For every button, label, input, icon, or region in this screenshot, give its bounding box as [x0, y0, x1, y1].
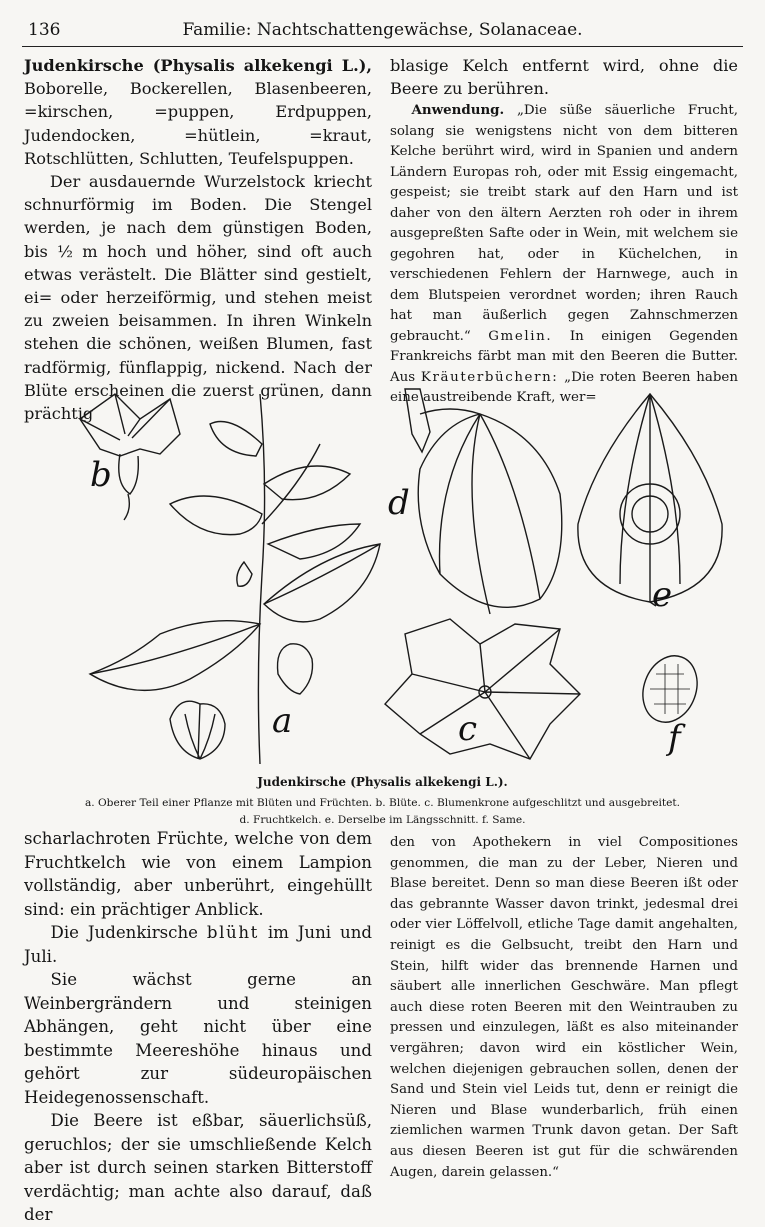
- edibility-paragraph: Die Beere ist eßbar, säuerlichsüß, geruchlos; der sie umschließende Kelch aber ist durch seinen starken Bitterstoff verdächtig; man achte also darauf, daß der: [24, 1111, 372, 1224]
- figure-caption-line-2: d. Fruchtkelch. e. Derselbe im Längsschnitt. f. Same.: [239, 814, 526, 826]
- flowering-paragraph: [24, 921, 372, 968]
- entry-title: Judenkirsche (Physalis alkekengi L.),: [24, 56, 372, 75]
- label-d: d: [388, 483, 410, 523]
- usage-text: „Die süße säuerliche Frucht, solang sie wenigstens nicht von dem bitteren Kelche berührt wird, wird in Spanien und andern Ländern Europas roh, oder mit Essig eingemacht, gespeist; sie treibt stark auf den Harn und ist daher von den ältern Aerzten roh oder in ihrem ausgepreßten Safte oder in Wein, mit welchem sie gegohren hat, oder in Küchelchen, in verschiedenen Fehlern der Harnwege, auch in dem Blutspeien verordnet worden; ihren Rauch hat man äußerlich gegen Zahnschmerzen gebraucht.“: [390, 103, 738, 344]
- label-f: f: [668, 718, 681, 758]
- flowering-keyword: blüht: [206, 923, 259, 942]
- header-rule: [22, 46, 743, 47]
- figure-caption-title: Judenkirsche (Physalis alkekengi L.).: [257, 775, 508, 789]
- source-label: Kräuterbüchern:: [420, 369, 559, 385]
- continuation-text: blasige Kelch entfernt wird, ohne die Beere zu berühren.: [390, 56, 738, 99]
- left-column-top: [24, 54, 372, 425]
- usage-paragraph: [390, 100, 738, 409]
- botanical-illustration: [20, 374, 745, 766]
- corolla-drawing: [385, 619, 580, 759]
- running-title: Familie: Nachtschattengewächse, Solanaceae.: [182, 20, 583, 40]
- herbal-quote-paragraph: den von Apothekern in viel Compositiones genommen, die man zu der Leber, Nieren und Blase bereitet. Denn so man diese Beeren ißt oder das gebrannte Wasser davon trinkt, jedesmal drei oder vier Löffelvoll, etliche Tage damit angehalten, reinigt es die Gelbsucht, treibt den Harn und Stein, hilft wider das brennende Harnen und säubert alle innerlichen Geschwäre. Man pflegt auch diese roten Beeren mit den Weintrauben zu pressen und einzulegen, läßt es also miteinander vergähren; davon wird ein köstlicher Wein, welchen diejenigen gebrauchen sollen, denen der Sand und Stein viel Leids tut, denn er reinigt die Nieren und Blase wunderbarlich, früh einen ziemlichen warmen Trunk davon getan. Der Saft aus diesen Beeren ist gut für die schwärenden Augen, darein gelassen.“: [390, 835, 738, 1180]
- quote-author: Gmelin.: [488, 328, 553, 344]
- entry-heading: [24, 54, 372, 170]
- label-e: e: [652, 575, 673, 615]
- plant-drawing: [20, 374, 745, 766]
- page-header: [22, 18, 743, 42]
- usage-text-3: „Die roten Beeren haben eine austreibende Kraft, wer=: [390, 369, 738, 406]
- plant-stem-drawing: [90, 394, 380, 764]
- usage-text-2: In einigen Gegenden Frankreichs färbt man mit den Beeren die Butter. Aus: [390, 328, 738, 385]
- left-column-bottom: [24, 827, 372, 1227]
- label-a: a: [272, 701, 293, 741]
- usage-label: Anwendung.: [411, 102, 505, 119]
- right-column-top: [390, 54, 738, 409]
- description-paragraph: Der ausdauernde Wurzelstock kriecht schnurförmig im Boden. Die Stengel werden, je nach dem günstigen Boden, bis ½ m hoch und höher, sind oft auch etwas verästelt. Die Blätter sind gestielt, ei= oder herzeiförmig, und stehen meist zu zweien beisammen. In ihren Winkeln stehen die schönen, weißen Blumen, fast radförmig, fünflappig, nickend. Nach der Blüte erscheinen die zuerst grünen, dann prächtig: [24, 172, 372, 424]
- page-number: 136: [28, 20, 61, 40]
- fruit-calyx-drawing: [405, 389, 562, 614]
- flowering-time: im Juni und Juli.: [24, 923, 373, 966]
- calyx-section-drawing: [578, 394, 722, 606]
- right-column-bottom: [390, 833, 738, 1183]
- label-c: c: [458, 709, 478, 749]
- label-b: b: [90, 455, 112, 495]
- fruit-paragraph: scharlachroten Früchte, welche von dem Fruchtkelch wie von einem Lampion vollständig, aber unberührt, eingehüllt sind: ein prächtiger Anblick.: [24, 829, 372, 919]
- habitat-paragraph: Sie wächst gerne an Weinbergrändern und steinigen Abhängen, geht nicht über eine bestimmte Meereshöhe hinaus und gehört zur südeuropäischen Heidegenossenschaft.: [24, 970, 372, 1107]
- entry-synonyms: Boborelle, Bockerellen, Blasenbeeren, =kirschen, =puppen, Erdpuppen, Judendocken, =hütlein, =kraut, Rotschlütten, Schlutten, Teufelspuppen.: [24, 79, 372, 168]
- flowering-text: Die Judenkirsche: [50, 923, 198, 942]
- figure-caption-line-1: a. Oberer Teil einer Pflanze mit Blüten und Früchten. b. Blüte. c. Blumenkrone aufgeschlitzt und ausgebreitet.: [84, 797, 681, 809]
